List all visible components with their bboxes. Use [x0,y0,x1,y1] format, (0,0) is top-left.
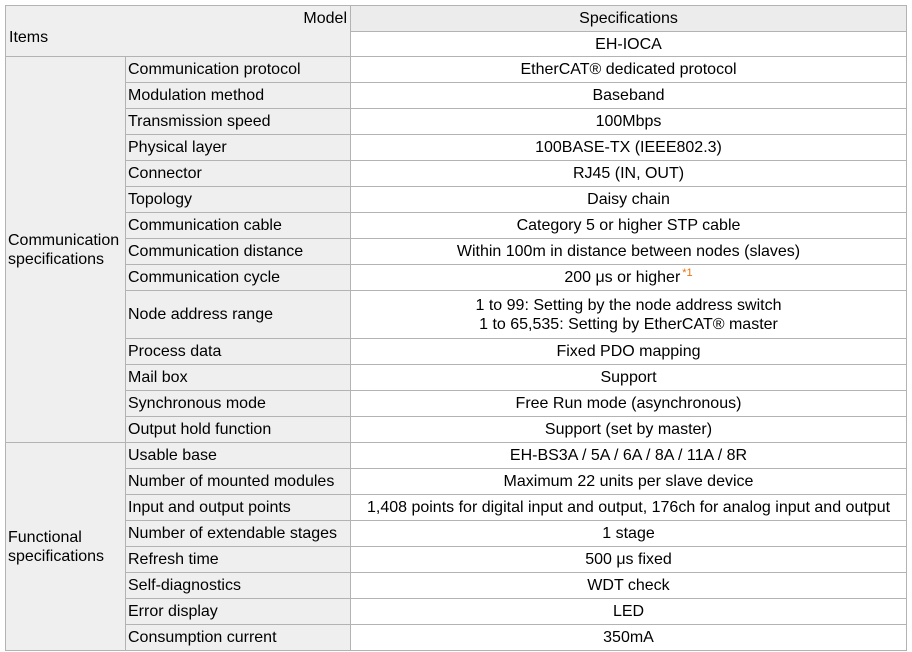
row-label: Communication cable [126,213,351,239]
row-label: Transmission speed [126,109,351,135]
row-value-line-1: 1 to 99: Setting by the node address switch [475,296,782,314]
row-label: Number of mounted modules [126,469,351,495]
items-header-label: Items [9,29,49,46]
row-label: Input and output points [126,495,351,521]
row-label: Physical layer [126,135,351,161]
group-functional-specifications: Functional specifications [6,443,126,651]
specifications-header: Specifications [351,6,907,32]
row-value: Baseband [351,83,907,109]
row-value: Free Run mode (asynchronous) [351,391,907,417]
row-value: Within 100m in distance between nodes (slaves) [351,239,907,265]
group-communication-specifications: Communication specifications [6,57,126,443]
row-value: EH-BS3A / 5A / 6A / 8A / 11A / 8R [351,443,907,469]
row-label: Communication protocol [126,57,351,83]
row-value: EtherCAT® dedicated protocol [351,57,907,83]
row-value: RJ45 (IN, OUT) [351,161,907,187]
row-label: Process data [126,339,351,365]
row-value-with-note [351,265,907,291]
row-value: LED [351,599,907,625]
row-value: Daisy chain [351,187,907,213]
header-corner-cell [6,6,351,57]
row-value-text: 200 μs or higher [564,269,681,286]
row-label: Self-diagnostics [126,573,351,599]
row-label: Usable base [126,443,351,469]
row-value: Support [351,365,907,391]
row-label: Connector [126,161,351,187]
row-value: Support (set by master) [351,417,907,443]
model-name-header: EH-IOCA [351,32,907,57]
row-value-line-2: 1 to 65,535: Setting by EtherCAT® master [479,315,778,333]
row-value: 100Mbps [351,109,907,135]
row-value: Category 5 or higher STP cable [351,213,907,239]
row-label: Consumption current [126,625,351,651]
row-label: Output hold function [126,417,351,443]
row-label: Modulation method [126,83,351,109]
row-label: Refresh time [126,547,351,573]
row-value: 500 μs fixed [351,547,907,573]
row-value: WDT check [351,573,907,599]
row-value: 1 stage [351,521,907,547]
footnote-marker: *1 [682,266,693,279]
row-label: Synchronous mode [126,391,351,417]
row-label: Node address range [126,291,351,339]
row-label: Topology [126,187,351,213]
row-label: Communication cycle [126,265,351,291]
row-value: Fixed PDO mapping [351,339,907,365]
row-label: Communication distance [126,239,351,265]
row-value: Maximum 22 units per slave device [351,469,907,495]
row-label: Mail box [126,365,351,391]
row-value-multiline [351,291,907,339]
row-value: 350mA [351,625,907,651]
specifications-table [5,5,907,651]
row-value: 1,408 points for digital input and output, 176ch for analog input and output [351,495,907,521]
row-label: Number of extendable stages [126,521,351,547]
row-label: Error display [126,599,351,625]
model-header-label: Model [303,10,347,27]
row-value: 100BASE-TX (IEEE802.3) [351,135,907,161]
